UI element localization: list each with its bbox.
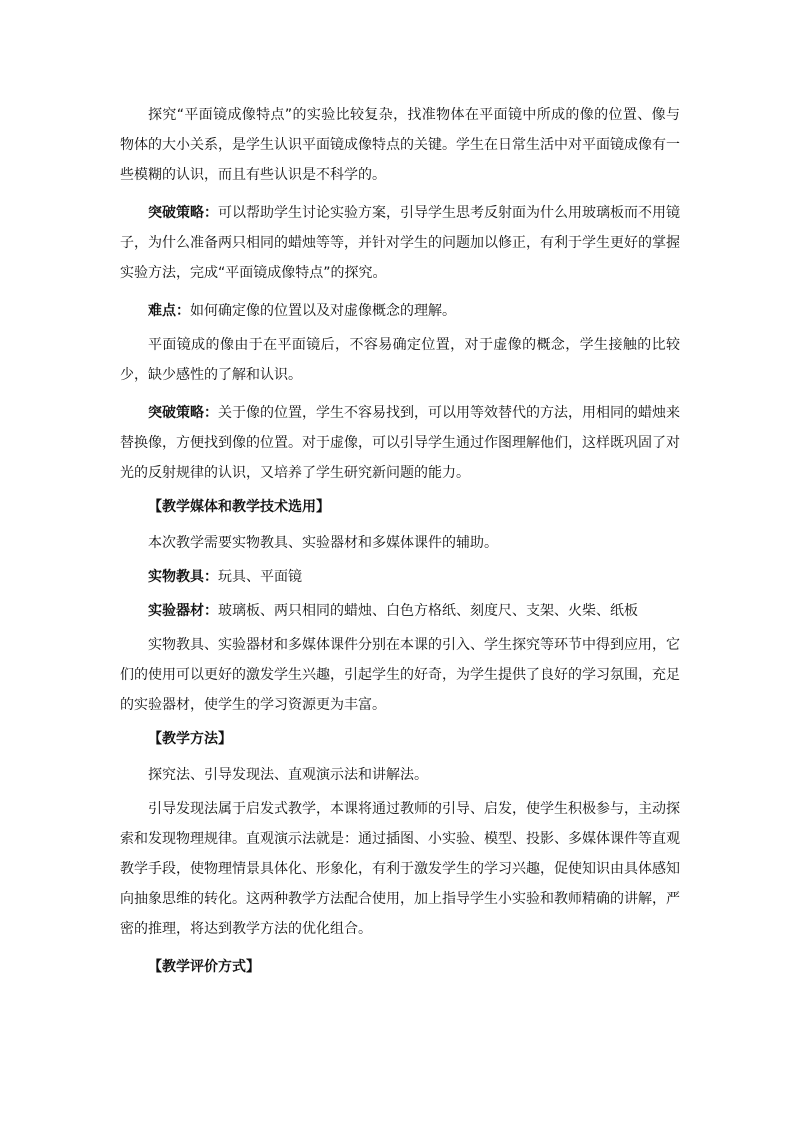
difficulty-label: 难点： bbox=[148, 303, 190, 319]
paragraph-strategy-2 bbox=[120, 398, 680, 488]
paragraph-methods-desc: 引导发现法属于启发式教学，本课将通过教师的引导、启发，使学生积极参与，主动探索和发现物理规律。直观演示法就是：通过插图、小实验、模型、投影、多媒体课件等直观教学手段，使物理情景具体化、形象化，有利于激发学生的学习兴趣，促使知识由具体感知向抽象思维的转化。这两种教学方法配合使用，加上指导学生小实验和教师精确的讲解，严密的推理，将达到教学方法的优化组合。 bbox=[120, 801, 680, 937]
paragraph-media-use: 实物教具、实验器材和多媒体课件分别在本课的引入、学生探究等环节中得到应用，它们的使用可以更好的激发学生兴趣，引起学生的好奇，为学生提供了良好的学习氛围，充足的实验器材，使学生的学习资源更为丰富。 bbox=[120, 637, 680, 713]
strategy-text: 关于像的位置，学生不容易找到，可以用等效替代的方法，用相同的蜡烛来替换像，方便找到像的位置。对于虚像，可以引导学生通过作图理解他们，这样既巩固了对光的反射规律的认识，又培养了学生研究新问题的能力。 bbox=[120, 405, 680, 481]
equipment-text: 玻璃板、两只相同的蜡烛、白色方格纸、刻度尺、支架、火柴、纸板 bbox=[218, 603, 638, 619]
heading-methods: 【教学方法】 bbox=[148, 731, 232, 747]
paragraph-equipment bbox=[120, 596, 680, 626]
heading-media: 【教学媒体和教学技术选用】 bbox=[148, 499, 330, 515]
strategy-label: 突破策略： bbox=[148, 405, 218, 421]
paragraph-props bbox=[120, 562, 680, 592]
heading-evaluation: 【教学评价方式】 bbox=[148, 959, 260, 975]
difficulty-text: 如何确定像的位置以及对虚像概念的理解。 bbox=[190, 303, 456, 319]
strategy-label: 突破策略： bbox=[148, 205, 218, 221]
props-label: 实物教具： bbox=[148, 569, 218, 585]
paragraph-key-point: 探究“平面镜成像特点”的实验比较复杂，找准物体在平面镜中所成的像的位置、像与物体的大小关系，是学生认识平面镜成像特点的关键。学生在日常生活中对平面镜成像有一些模糊的认识，而且有些认识是不科学的。 bbox=[120, 107, 680, 183]
paragraph-media-intro: 本次教学需要实物教具、实验器材和多媒体课件的辅助。 bbox=[148, 535, 498, 551]
paragraph-virtual-image: 平面镜成的像由于在平面镜后，不容易确定位置，对于虚像的概念，学生接触的比较少，缺少感性的了解和认识。 bbox=[120, 337, 680, 383]
equipment-label: 实验器材： bbox=[148, 603, 218, 619]
props-text: 玩具、平面镜 bbox=[218, 569, 302, 585]
paragraph-difficulty bbox=[120, 296, 680, 326]
strategy-text: 可以帮助学生讨论实验方案，引导学生思考反射面为什么用玻璃板而不用镜子，为什么准备两只相同的蜡烛等等，并针对学生的问题加以修正，有利于学生更好的掌握实验方法，完成“平面镜成像特点”的探究。 bbox=[120, 205, 680, 281]
paragraph-methods-list: 探究法、引导发现法、直观演示法和讲解法。 bbox=[148, 767, 428, 783]
paragraph-strategy-1 bbox=[120, 198, 680, 288]
document-page bbox=[120, 100, 680, 988]
